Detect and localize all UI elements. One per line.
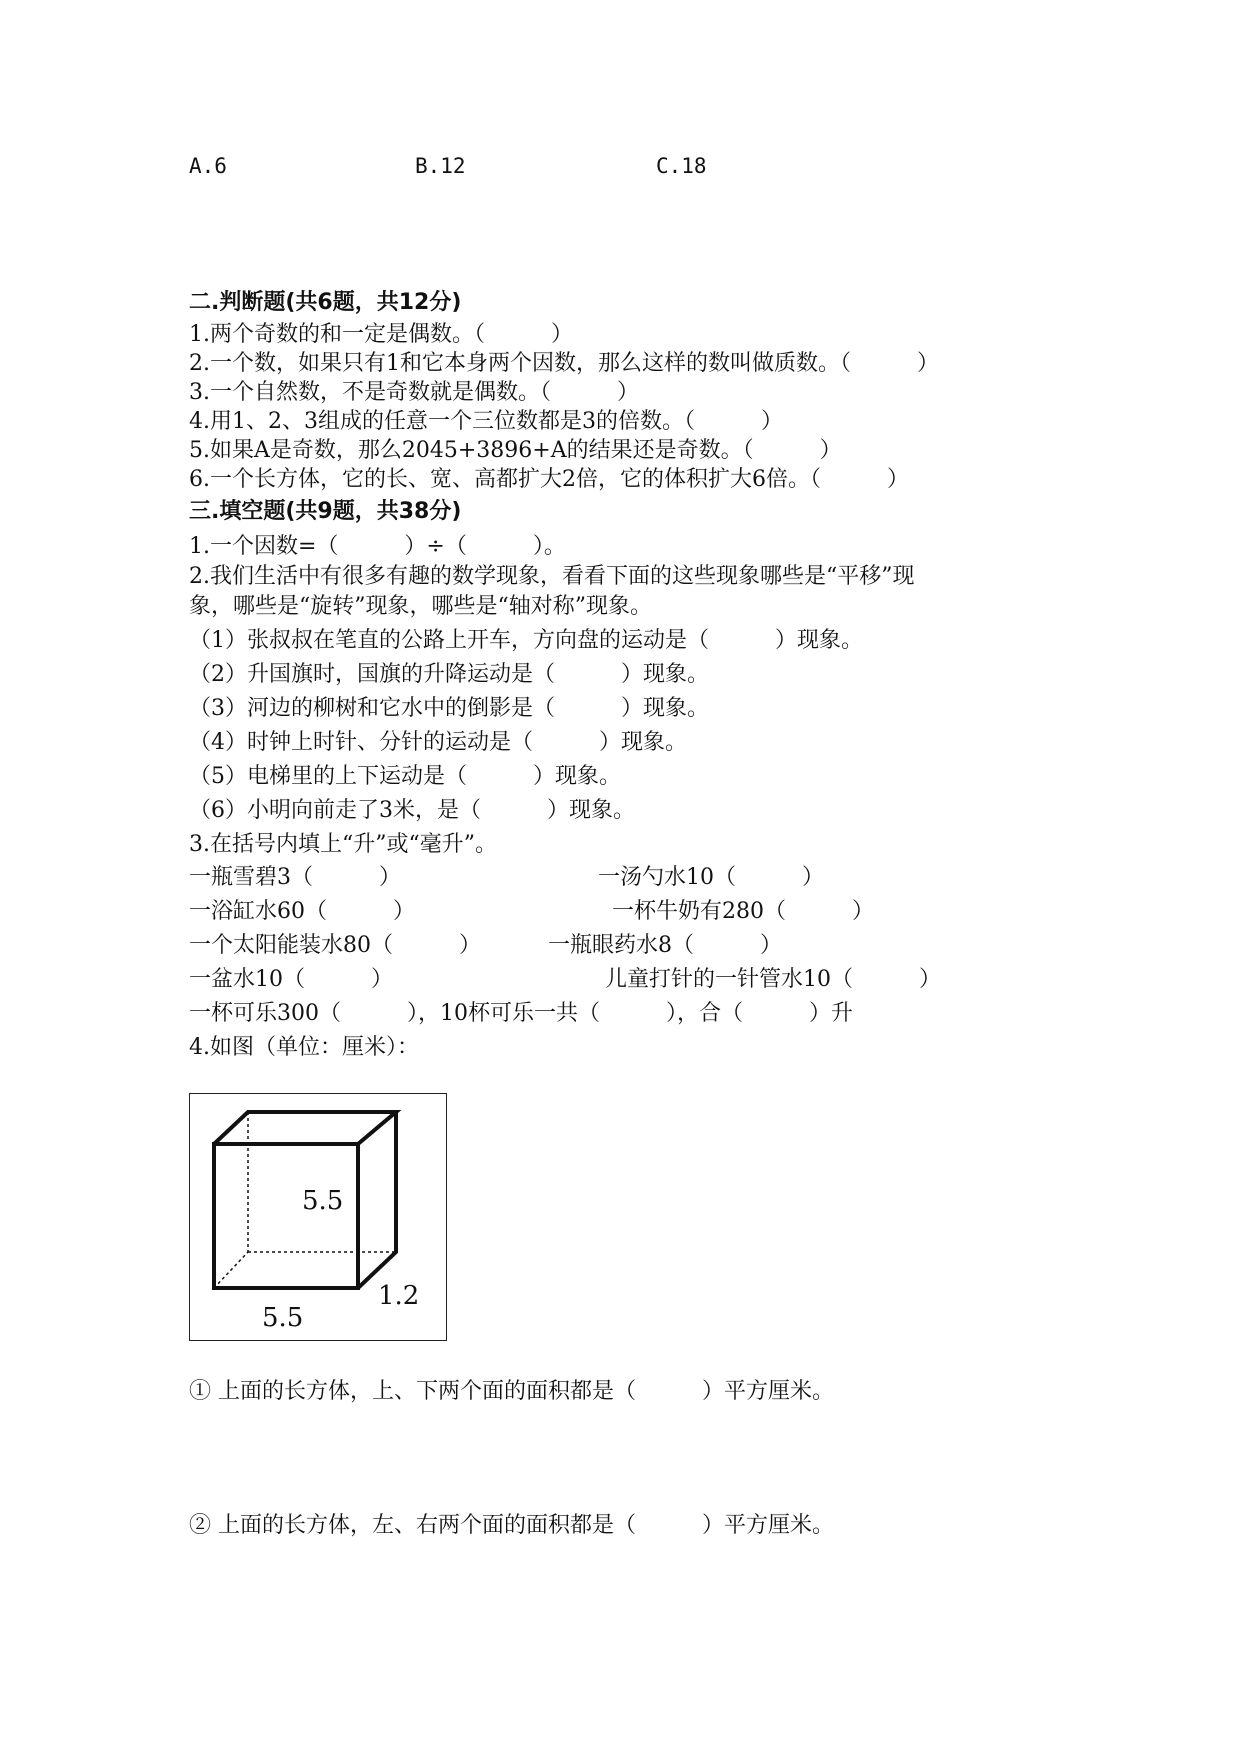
fill-q2-stem-line1: 2.我们生活中有很多有趣的数学现象，看看下面的这些现象哪些是“平移”现	[189, 564, 915, 589]
fill-q4-stem: 4.如图（单位：厘米）：	[189, 1035, 419, 1060]
fill-q3-row2-left: 一浴缸水60（ ）	[189, 899, 415, 924]
fill-q3-row4-left: 一盆水10（ ）	[189, 967, 393, 992]
judge-item-6: 6.一个长方体，它的长、宽、高都扩大2倍，它的体积扩大6倍。（ ）	[189, 467, 909, 492]
judge-item-5: 5.如果A是奇数，那么2045+3896+A的结果还是奇数。（ ）	[189, 438, 842, 463]
fill-q4-sub2: ② 上面的长方体，左、右两个面的面积都是（ ）平方厘米。	[189, 1513, 834, 1538]
fill-q2-part-3: （3）河边的柳树和它水中的倒影是（ ）现象。	[189, 696, 709, 721]
fill-q2-part-5: （5）电梯里的上下运动是（ ）现象。	[189, 764, 621, 789]
section-2-title: 二.判断题(共6题，共12分)	[189, 290, 462, 315]
height-label: 5.5	[302, 1186, 344, 1216]
judge-item-1: 1.两个奇数的和一定是偶数。（ ）	[189, 322, 573, 347]
fill-q2-part-6: （6）小明向前走了3米，是（ ）现象。	[189, 798, 635, 823]
fill-q2-part-4: （4）时钟上时针、分针的运动是（ ）现象。	[189, 730, 687, 755]
fill-q3-row1-right: 一汤勺水10（ ）	[598, 865, 824, 890]
option-a: A.6	[189, 154, 227, 178]
judge-item-3: 3.一个自然数，不是奇数就是偶数。（ ）	[189, 380, 639, 405]
cuboid-drawing	[190, 1094, 448, 1342]
option-c: C.18	[656, 154, 707, 178]
fill-q2-stem-line2: 象，哪些是“旋转”现象，哪些是“轴对称”现象。	[189, 594, 652, 619]
fill-q3-row3-left: 一个太阳能装水80（ ）	[189, 933, 481, 958]
fill-q3-row1-left: 一瓶雪碧3（ ）	[189, 865, 401, 890]
fill-q2-part-1: （1）张叔叔在笔直的公路上开车，方向盘的运动是（ ）现象。	[189, 628, 863, 653]
fill-q3-row4-right: 儿童打针的一针管水10（ ）	[605, 967, 941, 992]
length-label: 5.5	[262, 1303, 304, 1333]
fill-q1: 1.一个因数=（ ）÷（ ）。	[189, 534, 566, 559]
cuboid-figure	[189, 1093, 447, 1341]
width-label: 1.2	[378, 1281, 420, 1311]
fill-q3-row2-right: 一杯牛奶有280（ ）	[612, 899, 874, 924]
option-b: B.12	[415, 154, 466, 178]
fill-q3-last-row: 一杯可乐300（ ），10杯可乐一共（ ），合（ ）升	[189, 1001, 853, 1026]
judge-item-4: 4.用1、2、3组成的任意一个三位数都是3的倍数。（ ）	[189, 409, 783, 434]
fill-q3-row3-right: 一瓶眼药水8（ ）	[548, 933, 782, 958]
fill-q4-sub1: ① 上面的长方体，上、下两个面的面积都是（ ）平方厘米。	[189, 1379, 834, 1404]
judge-item-2: 2.一个数，如果只有1和它本身两个因数，那么这样的数叫做质数。（ ）	[189, 351, 939, 376]
section-3-title: 三.填空题(共9题，共38分)	[189, 499, 462, 524]
fill-q2-part-2: （2）升国旗时，国旗的升降运动是（ ）现象。	[189, 662, 709, 687]
fill-q3-stem: 3.在括号内填上“升”或“毫升”。	[189, 832, 497, 857]
